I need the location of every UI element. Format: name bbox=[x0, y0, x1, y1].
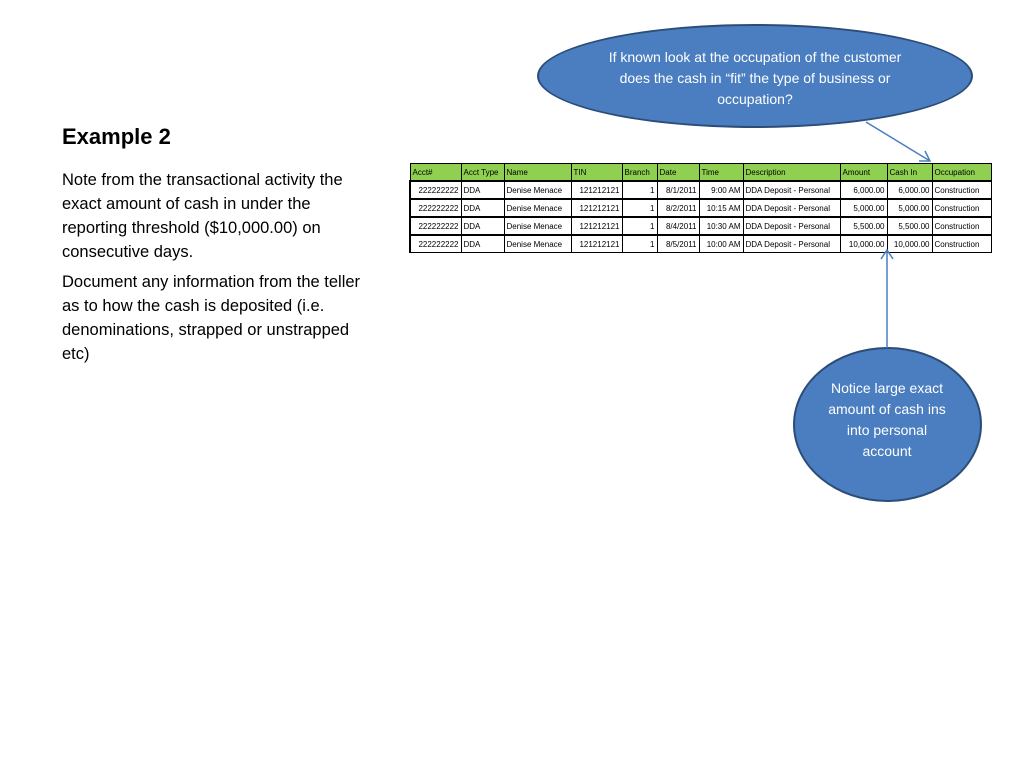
body-paragraph-2: Document any information from the teller as to how the cash is deposited (i.e. denominations, strapped or unstrapped etc) bbox=[62, 273, 361, 363]
table-row bbox=[410, 217, 991, 235]
cell-date: 8/1/2011 bbox=[657, 181, 699, 199]
cell-description: DDA Deposit - Personal bbox=[743, 217, 840, 235]
cell-occupation: Construction bbox=[932, 199, 991, 217]
cell-time: 9:00 AM bbox=[699, 181, 743, 199]
cell-acct: 222222222 bbox=[410, 181, 461, 199]
transaction-table bbox=[409, 163, 992, 253]
cell-occupation: Construction bbox=[932, 235, 991, 253]
slide-body bbox=[62, 168, 380, 372]
cell-branch: 1 bbox=[622, 199, 657, 217]
col-header-description: Description bbox=[743, 164, 840, 182]
cell-cash-in: 5,000.00 bbox=[887, 199, 932, 217]
callout-occupation-text: If known look at the occupation of the customer does the cash in “fit” the type of business or occupation? bbox=[608, 49, 902, 107]
slide-title: Example 2 bbox=[62, 124, 171, 149]
col-header-time: Time bbox=[699, 164, 743, 182]
cell-acct-type: DDA bbox=[461, 235, 504, 253]
table-row bbox=[410, 181, 991, 199]
col-header-occupation: Occupation bbox=[932, 164, 991, 182]
cell-tin: 121212121 bbox=[571, 199, 622, 217]
cell-acct: 222222222 bbox=[410, 217, 461, 235]
table-row bbox=[410, 199, 991, 217]
cell-acct-type: DDA bbox=[461, 199, 504, 217]
col-header-name: Name bbox=[504, 164, 571, 182]
arrow-head-occupation bbox=[919, 151, 930, 161]
cell-time: 10:30 AM bbox=[699, 217, 743, 235]
cell-cash-in: 6,000.00 bbox=[887, 181, 932, 199]
col-header-amount: Amount bbox=[840, 164, 887, 182]
cell-date: 8/4/2011 bbox=[657, 217, 699, 235]
cell-name: Denise Menace bbox=[504, 181, 571, 199]
cell-tin: 121212121 bbox=[571, 235, 622, 253]
cell-amount: 5,500.00 bbox=[840, 217, 887, 235]
cell-occupation: Construction bbox=[932, 181, 991, 199]
cell-tin: 121212121 bbox=[571, 181, 622, 199]
arrow-to-occupation-column bbox=[866, 122, 930, 161]
col-header-acct: Acct# bbox=[410, 164, 461, 182]
cell-tin: 121212121 bbox=[571, 217, 622, 235]
cell-time: 10:15 AM bbox=[699, 199, 743, 217]
table-header-row bbox=[410, 164, 991, 182]
cell-name: Denise Menace bbox=[504, 235, 571, 253]
table-row bbox=[410, 235, 991, 253]
cell-amount: 6,000.00 bbox=[840, 181, 887, 199]
cell-acct-type: DDA bbox=[461, 217, 504, 235]
cell-acct: 222222222 bbox=[410, 199, 461, 217]
col-header-cash-in: Cash In bbox=[887, 164, 932, 182]
cell-time: 10:00 AM bbox=[699, 235, 743, 253]
callout-cash-ins-text: Notice large exact amount of cash ins into personal account bbox=[828, 380, 946, 459]
cell-cash-in: 5,500.00 bbox=[887, 217, 932, 235]
cell-date: 8/2/2011 bbox=[657, 199, 699, 217]
cell-cash-in: 10,000.00 bbox=[887, 235, 932, 253]
col-header-branch: Branch bbox=[622, 164, 657, 182]
cell-branch: 1 bbox=[622, 217, 657, 235]
cell-branch: 1 bbox=[622, 235, 657, 253]
cell-acct: 222222222 bbox=[410, 235, 461, 253]
cell-branch: 1 bbox=[622, 181, 657, 199]
col-header-date: Date bbox=[657, 164, 699, 182]
cell-amount: 5,000.00 bbox=[840, 199, 887, 217]
cell-description: DDA Deposit - Personal bbox=[743, 199, 840, 217]
col-header-tin: TIN bbox=[571, 164, 622, 182]
cell-name: Denise Menace bbox=[504, 199, 571, 217]
cell-acct-type: DDA bbox=[461, 181, 504, 199]
cell-description: DDA Deposit - Personal bbox=[743, 181, 840, 199]
cell-occupation: Construction bbox=[932, 217, 991, 235]
cell-date: 8/5/2011 bbox=[657, 235, 699, 253]
body-paragraph-1: Note from the transactional activity the exact amount of cash in under the reporting threshold ($10,000.00) on consecutive days. bbox=[62, 171, 343, 261]
cell-description: DDA Deposit - Personal bbox=[743, 235, 840, 253]
cell-name: Denise Menace bbox=[504, 217, 571, 235]
col-header-acct-type: Acct Type bbox=[461, 164, 504, 182]
cell-amount: 10,000.00 bbox=[840, 235, 887, 253]
